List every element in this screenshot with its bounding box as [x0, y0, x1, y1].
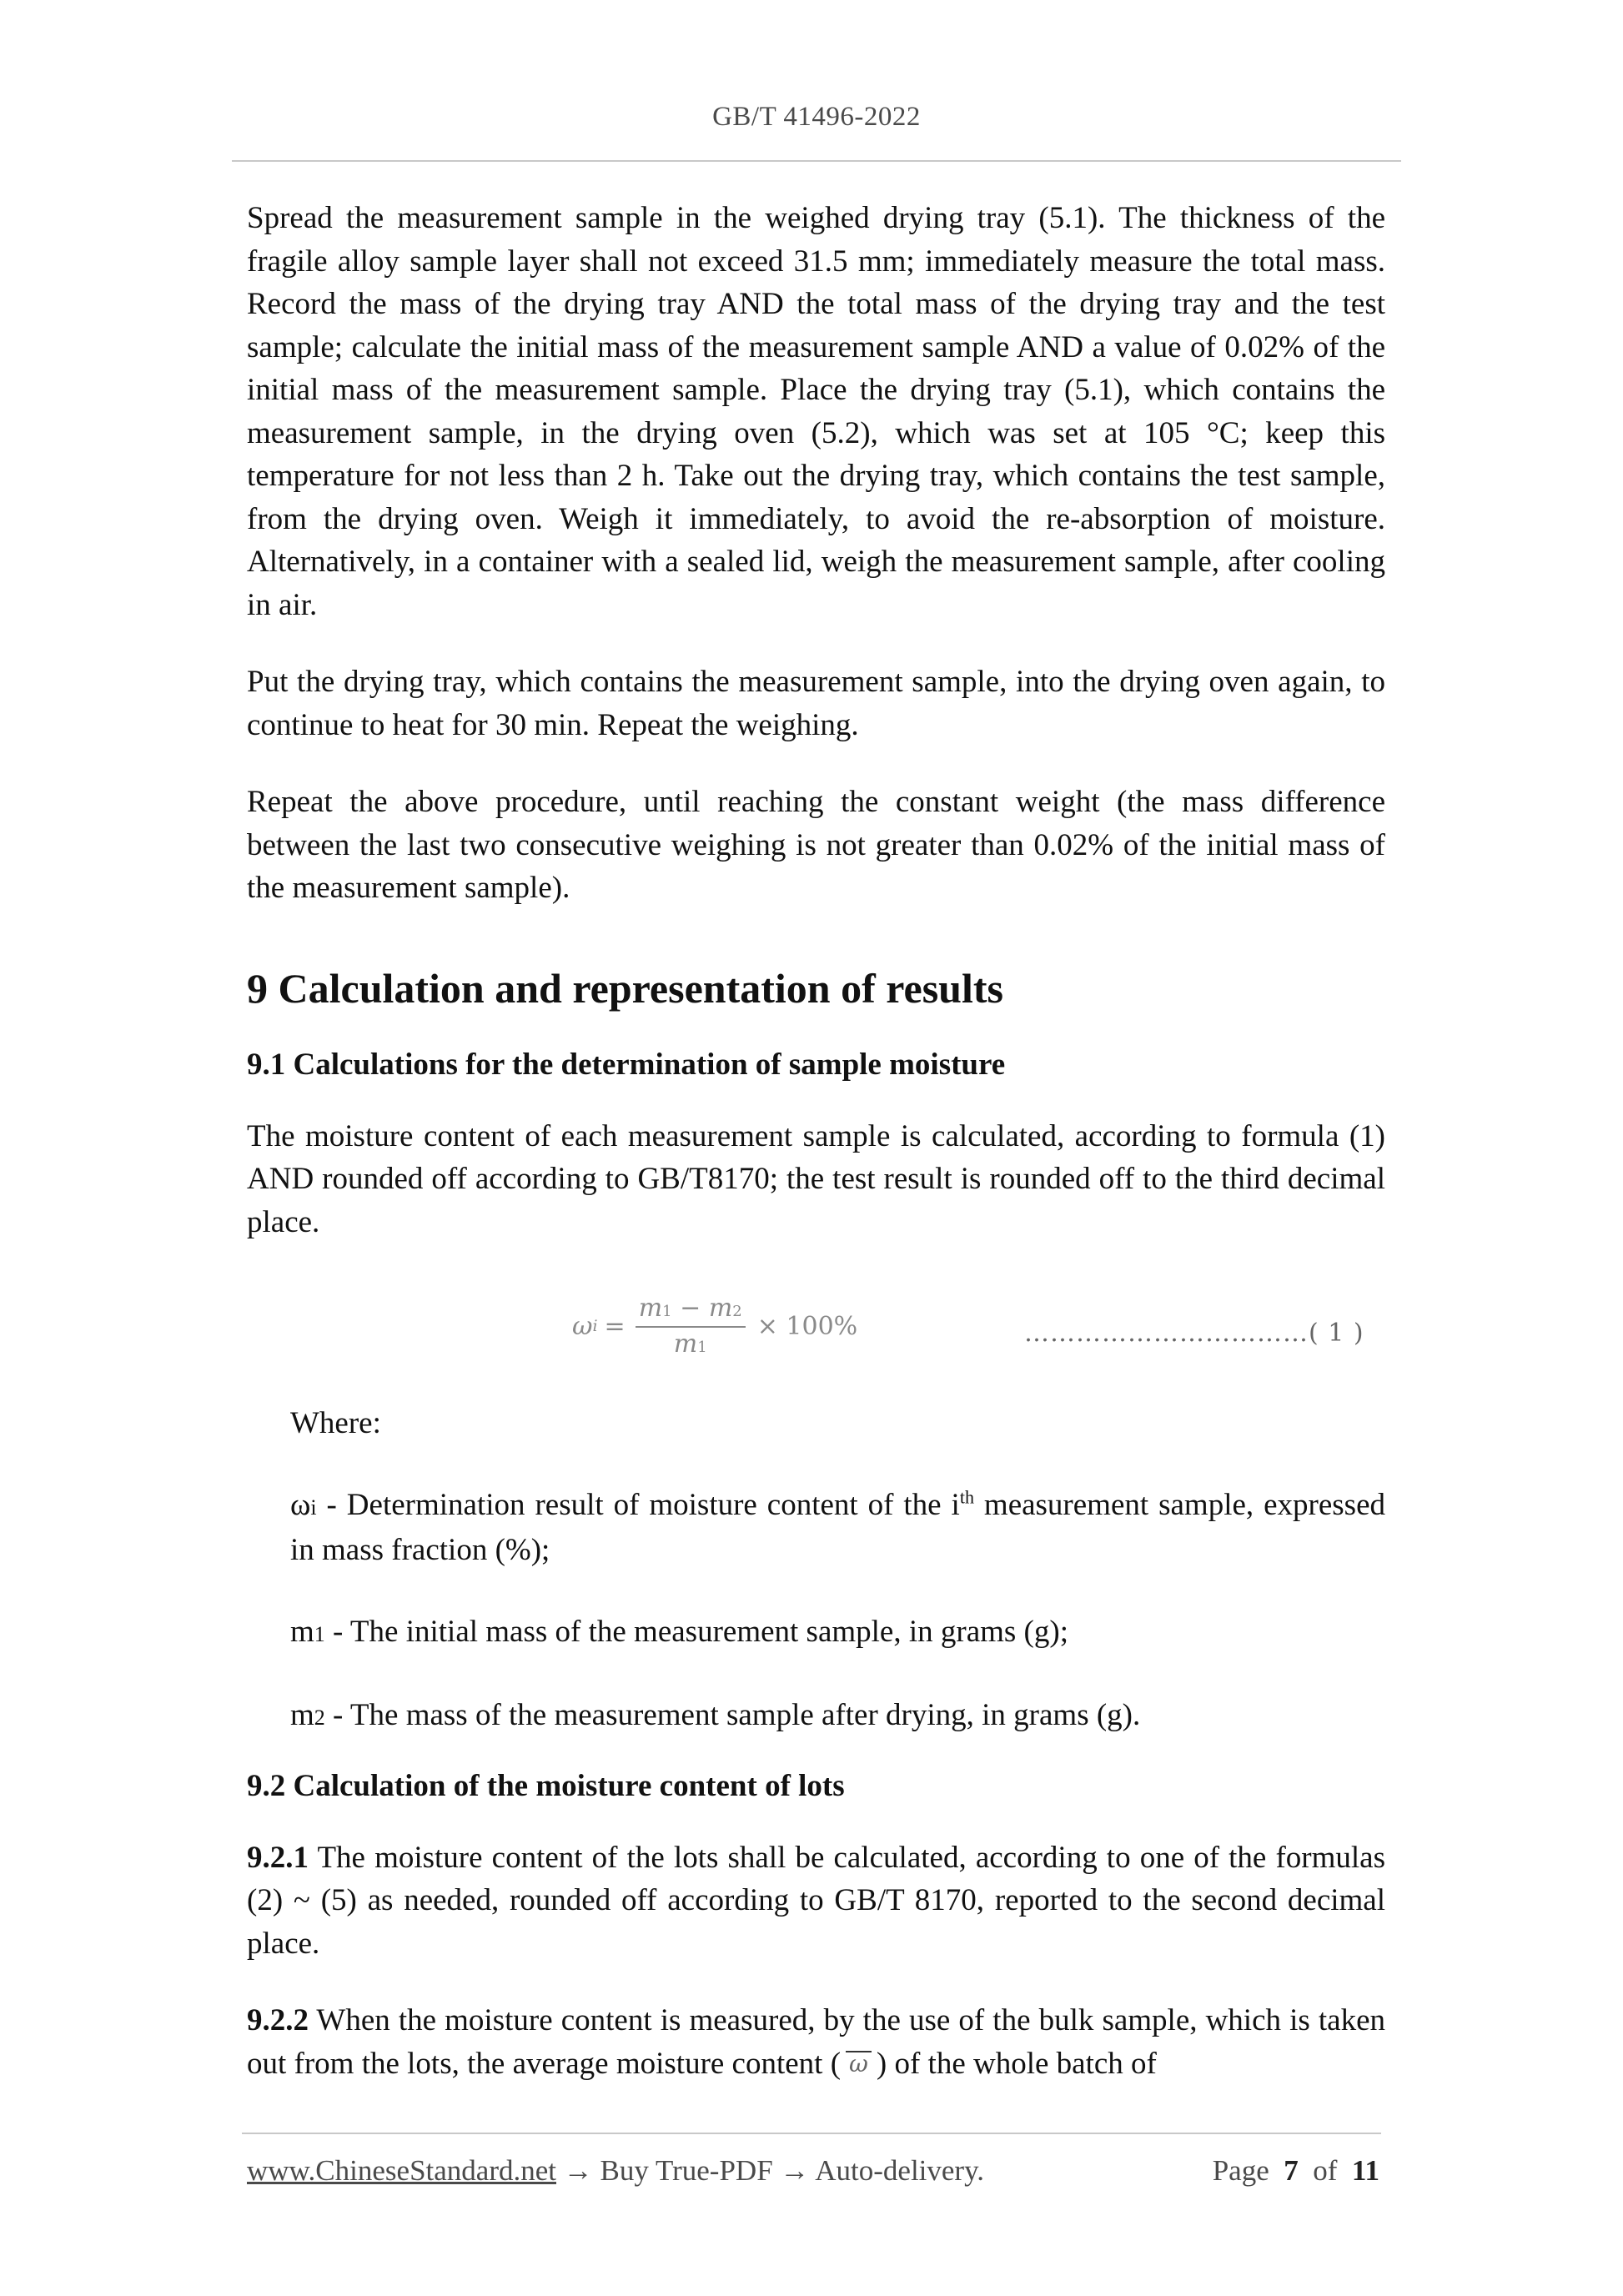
section-9-title: 9 Calculation and representation of results	[247, 964, 1003, 1012]
formula-times-100: × 100%	[756, 1311, 858, 1341]
footer-links	[247, 2154, 984, 2188]
footer-buy-text: Buy True-PDF	[600, 2154, 773, 2187]
formula-equals: =	[604, 1311, 626, 1341]
formula-denominator: m1	[673, 1329, 707, 1359]
section-9-1-text: The moisture content of each measurement sample is calculated, according to formula (1) AND rounded off according to GB/T8170; the test result is rounded off to the third decimal place.	[247, 1118, 1385, 1239]
formula-omega: ω	[572, 1311, 593, 1341]
footer-arrow-icon: →	[772, 2154, 816, 2187]
where-label: Where:	[290, 1406, 381, 1440]
paragraph-reheat: Put the drying tray, which contains the measurement sample, into the drying oven again, to continue to heat for 30 min. Repeat the weighing.	[247, 665, 1385, 742]
page-number: Page 7 of 11	[1212, 2154, 1379, 2187]
footer-arrow-icon: →	[556, 2154, 600, 2187]
paragraph-constant-weight: Repeat the above procedure, until reaching the constant weight (the mass difference between the last two consecutive weighing is not greater than 0.02% of the initial mass of the measurement sample).	[247, 785, 1385, 905]
omega-bar-symbol: ω	[846, 2051, 872, 2076]
formula-omega-sub: i	[592, 1317, 598, 1335]
footer-delivery-text: Auto-delivery.	[815, 2154, 985, 2187]
footer-divider	[242, 2133, 1381, 2134]
page-header-code: GB/T 41496-2022	[712, 102, 921, 132]
footer-site-link[interactable]: www.ChineseStandard.net	[247, 2154, 556, 2187]
formula-numerator: m1 − m2	[636, 1294, 746, 1328]
header-divider	[232, 160, 1401, 162]
section-9-2-1-text: 9.2.1 The moisture content of the lots shall be calculated, according to one of the formulas (2) ~ (5) as needed, rounded off according to GB/T 8170, reported to the second decimal place.	[247, 1840, 1385, 1961]
page-content	[247, 197, 1385, 2085]
paragraph-drying-procedure: Spread the measurement sample in the weighed drying tray (5.1). The thickness of the fragile alloy sample layer shall not exceed 31.5 mm; immediately measure the total mass. Record the mass of the drying tray AND the total mass of the drying tray and the test sample; calculate the initial mass of the measurement sample AND a value of 0.02% of the initial mass of the measurement sample. Place the drying tray (5.1), which contains the measurement sample, in the drying oven (5.2), which was set at 105 °C; keep this temperature for not less than 2 h. Take out the drying tray, which contains the test sample, from the drying oven. Weigh it immediately, to avoid the re-absorption of moisture. Alternatively, in a container with a sealed lid, weigh the measurement sample, after cooling in air.	[247, 201, 1385, 622]
section-9-2-title: 9.2 Calculation of the moisture content of lots	[247, 1768, 845, 1803]
section-9-1-title: 9.1 Calculations for the determination of sample moisture	[247, 1047, 1006, 1082]
formula-expression	[572, 1294, 857, 1359]
formula-1	[247, 1277, 1385, 1377]
formula-fraction	[636, 1294, 746, 1359]
definition-m2: m2 - The mass of the measurement sample after drying, in grams (g).	[290, 1698, 1141, 1732]
definition-omega: ωi - Determination result of moisture content of the $i^{th}$ measurement sample, expressed in mass fraction (%);	[290, 1486, 1385, 1567]
formula-number: ……………………………( 1 )	[1024, 1319, 1364, 1348]
section-9-2-2-text: 9.2.2 When the moisture content is measured, by the use of the bulk sample, which is taken out from the lots, the average moisture content ( ω ) of the whole batch of	[247, 2003, 1385, 2081]
definition-m1: m1 - The initial mass of the measurement sample, in grams (g);	[290, 1614, 1068, 1649]
